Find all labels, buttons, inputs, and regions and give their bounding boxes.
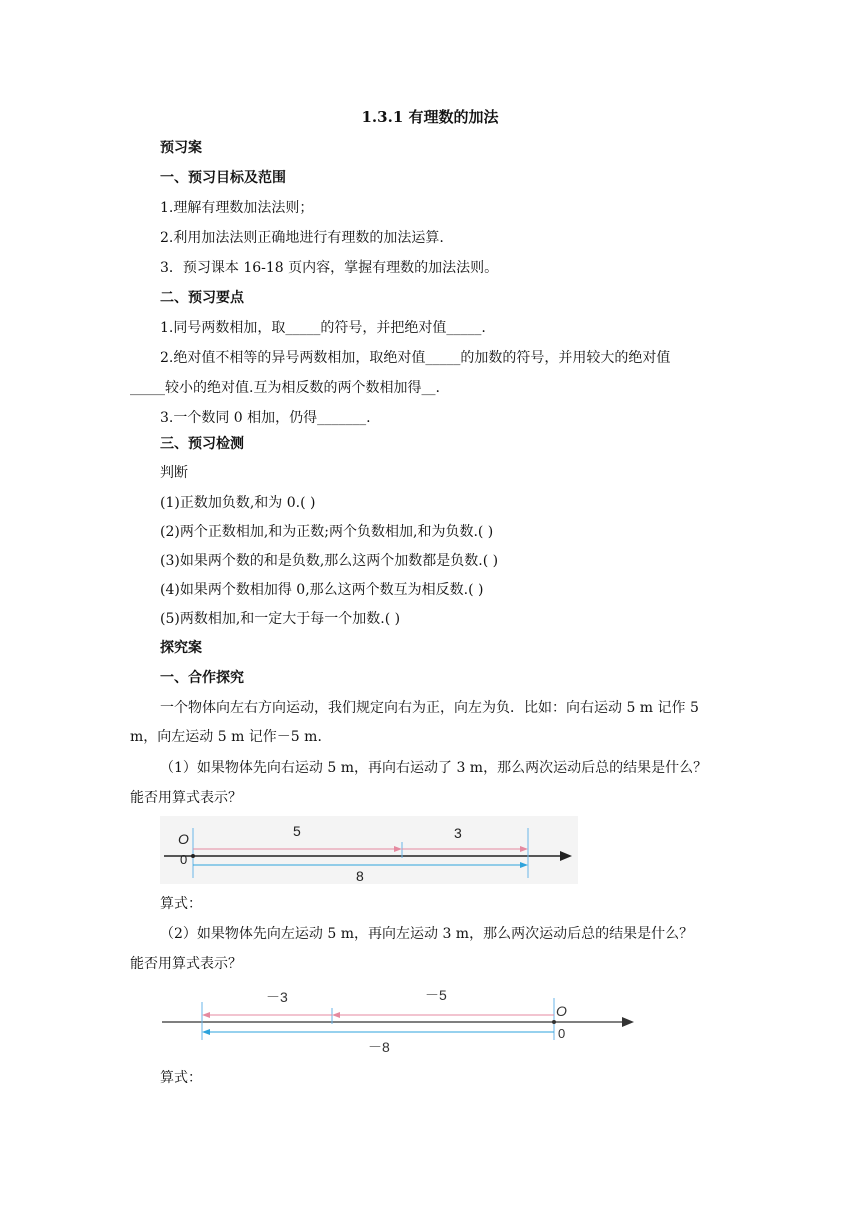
segment-label-3: 3 (454, 825, 462, 841)
segment-label-5: 5 (293, 823, 301, 839)
judge-item: (2)两个正数相加,和为正数;两个负数相加,和为负数.( ) (160, 524, 494, 540)
preview-goal-item: 2.利用加法法则正确地进行有理数的加法运算. (160, 230, 444, 246)
question-1: （1）如果物体先向右运动 5 m，再向右运动了 3 m，那么两次运动后总的结果是什么？ (160, 760, 708, 776)
zero-label: 0 (180, 852, 188, 867)
origin-label: O (178, 831, 189, 847)
zero-label: 0 (558, 1026, 566, 1041)
question-2-continued: 能否用算式表示？ (130, 956, 242, 972)
formula-label: 算式： (160, 896, 202, 912)
preview-point-item: 2.绝对值不相等的异号两数相加，取绝对值_____的加数的符号，并用较大的绝对值 (160, 350, 671, 366)
judge-item: (5)两数相加,和一定大于每一个加数.( ) (160, 611, 401, 627)
total-label-8: 8 (356, 868, 364, 884)
explore-heading: 探究案 (160, 640, 202, 656)
explore-intro-continued: m，向左运动 5 m 记作－5 m． (130, 729, 332, 745)
formula-label: 算式： (160, 1070, 202, 1086)
explore-section-1-heading: 一、合作探究 (160, 670, 244, 686)
preview-goal-item: 3．预习课本 16-18 页内容，掌握有理数的加法法则。 (160, 260, 499, 276)
document-title: 1.3.1 有理数的加法 (361, 108, 499, 126)
segment-label-minus-5: －5 (425, 987, 447, 1003)
judge-label: 判断 (160, 465, 188, 481)
number-line-figure-left (160, 982, 640, 1060)
explore-intro: 一个物体向左右方向运动，我们规定向右为正，向左为负．比如：向右运动 5 m 记作 5 (160, 700, 699, 716)
question-1-continued: 能否用算式表示？ (130, 790, 242, 806)
preview-point-item: 3.一个数同 0 相加，仍得_______. (160, 410, 371, 426)
preview-heading: 预习案 (160, 140, 202, 156)
preview-section-1-heading: 一、预习目标及范围 (160, 170, 286, 186)
preview-section-2-heading: 二、预习要点 (160, 290, 244, 306)
segment-label-minus-3: －3 (266, 989, 288, 1005)
judge-item: (4)如果两个数相加得 0,那么这两个数互为相反数.( ) (160, 582, 484, 598)
preview-point-item: 1.同号两数相加，取_____的符号，并把绝对值_____. (160, 320, 486, 336)
total-label-minus-8: －8 (368, 1039, 390, 1055)
origin-label: O (556, 1003, 567, 1019)
judge-item: (1)正数加负数,和为 0.( ) (160, 495, 316, 511)
number-line-figure-right (160, 816, 578, 884)
judge-item: (3)如果两个数的和是负数,那么这两个加数都是负数.( ) (160, 553, 499, 569)
preview-goal-item: 1.理解有理数加法法则； (160, 200, 314, 216)
preview-section-3-heading: 三、预习检测 (160, 436, 244, 452)
preview-point-item-continued: _____较小的绝对值.互为相反数的两个数相加得__. (130, 380, 440, 396)
question-2: （2）如果物体先向左运动 5 m，再向左运动 3 m，那么两次运动后总的结果是什么？ (160, 926, 694, 942)
